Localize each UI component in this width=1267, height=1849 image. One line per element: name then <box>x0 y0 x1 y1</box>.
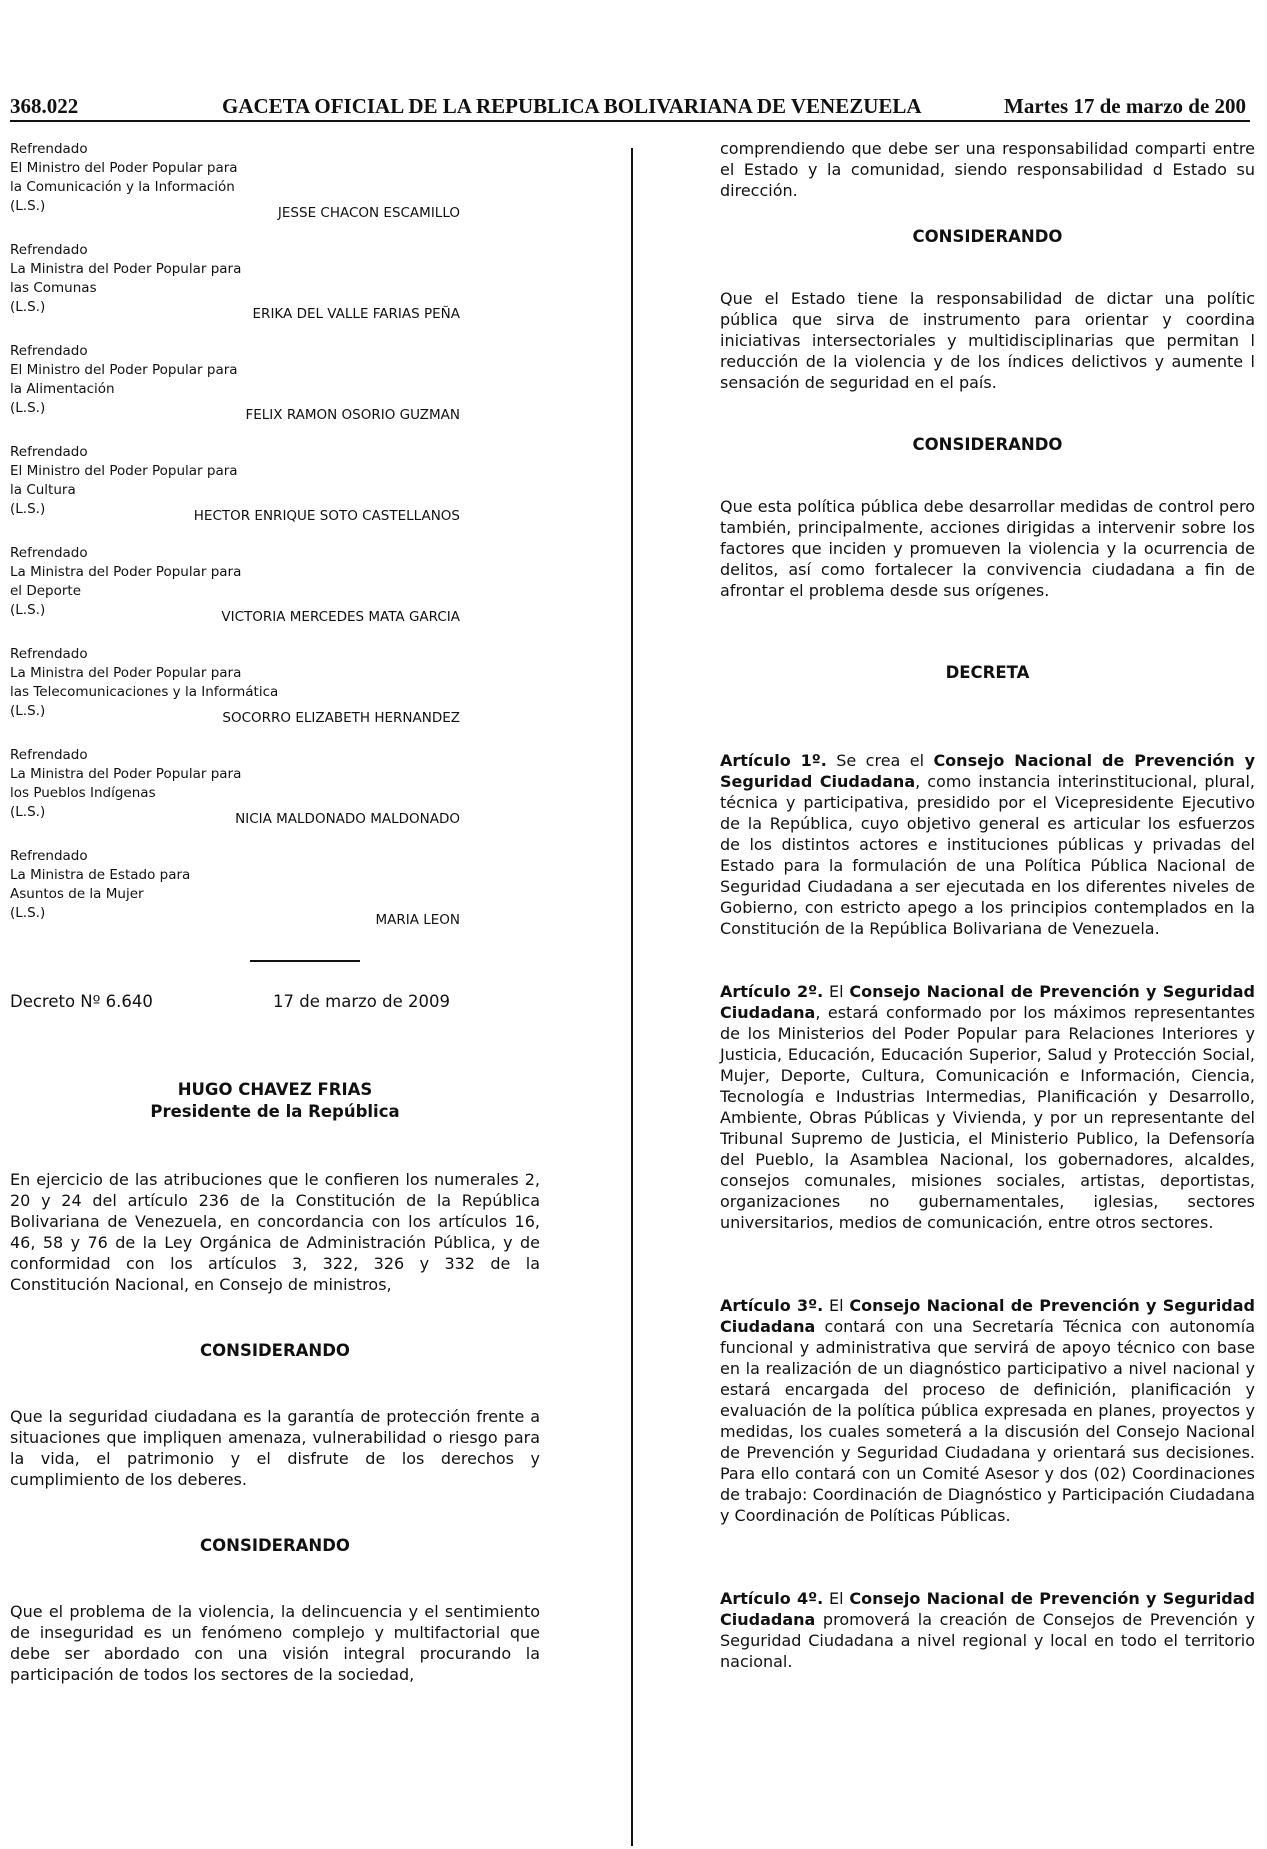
refrendado-line1: La Ministra del Poder Popular para <box>10 261 242 277</box>
article-4-text: promoverá la creación de Consejos de Prevención y Seguridad Ciudadana a nivel regional y local en todo el territorio nacional. <box>720 1610 1255 1671</box>
refrendado-label: Refrendado <box>10 848 88 864</box>
considerando-heading: CONSIDERANDO <box>200 1536 350 1555</box>
left-column <box>10 140 540 1685</box>
refrendado-line1: El Ministro del Poder Popular para <box>10 362 238 378</box>
decreto-number: Decreto Nº 6.640 <box>10 992 153 1011</box>
minister-signature-name: NICIA MALDONADO MALDONADO <box>235 811 460 827</box>
refrendado-ls: (L.S.) <box>10 703 46 719</box>
president-title: Presidente de la República <box>150 1102 400 1121</box>
refrendado-ls: (L.S.) <box>10 602 46 618</box>
refrendado-label: Refrendado <box>10 444 88 460</box>
article-2-text: El <box>823 982 850 1001</box>
refrendado-label: Refrendado <box>10 747 88 763</box>
article-1-text: Se crea el <box>826 751 934 770</box>
refrendado-line1: La Ministra del Poder Popular para <box>10 564 242 580</box>
refrendado-line2: la Comunicación y la Información <box>10 179 235 195</box>
minister-signature-name: FELIX RAMON OSORIO GUZMAN <box>245 407 460 423</box>
refrendado-ls: (L.S.) <box>10 804 46 820</box>
article-3-text: El <box>823 1296 850 1315</box>
refrendado-line1: La Ministra de Estado para <box>10 867 191 883</box>
refrendado-line2: las Telecomunicaciones y la Informática <box>10 684 279 700</box>
council-name: Consejo Nacional de Prevención y Seguridad Ciudadana <box>720 751 1255 791</box>
refrendado-line1: La Ministra del Poder Popular para <box>10 766 242 782</box>
page-number: 368.022 <box>10 94 79 118</box>
gazette-title: GACETA OFICIAL DE LA REPUBLICA BOLIVARIANA DE VENEZUELA <box>222 94 922 118</box>
decreto-line <box>10 992 540 1011</box>
refrendado-line1: La Ministra del Poder Popular para <box>10 665 242 681</box>
refrendado-block <box>10 443 540 526</box>
president-block <box>10 1079 540 1123</box>
refrendado-ls: (L.S.) <box>10 400 46 416</box>
refrendado-ls: (L.S.) <box>10 501 46 517</box>
considerando-paragraph: Que el Estado tiene la responsabilidad de dictar una polític pública que sirva de instrumento para orientar y coordina iniciativas intersectoriales y multidisciplinarias que permitan l reducción de la violencia y de los índices delictivos y aumente l sensación de seguridad en el país. <box>720 289 1255 392</box>
minister-signature-name: MARIA LEON <box>375 912 460 928</box>
considerando-heading: CONSIDERANDO <box>912 227 1063 246</box>
refrendado-line2: el Deporte <box>10 583 82 599</box>
article-3-label: Artículo 3º. <box>720 1296 824 1315</box>
refrendado-line2: las Comunas <box>10 280 97 296</box>
refrendado-label: Refrendado <box>10 646 88 662</box>
decreto-date: 17 de marzo de 2009 <box>273 992 450 1011</box>
refrendado-label: Refrendado <box>10 141 88 157</box>
refrendados-list <box>10 140 540 930</box>
article-1 <box>720 750 1255 939</box>
intro-paragraph: En ejercicio de las atribuciones que le confieren los numerales 2, 20 y 24 del artículo 236 de la Constitución de la República Bolivariana de Venezuela, en concordancia con los artículos 16, 46, 58 y 76 de la Ley Orgánica de Administración Pública, y de conformidad con los artículos 3, 322, 326 y 332 de la Constitución Nacional, en Consejo de ministros, <box>10 1170 540 1294</box>
refrendado-ls: (L.S.) <box>10 198 46 214</box>
refrendado-block <box>10 342 540 425</box>
page-header <box>10 94 1250 122</box>
article-2 <box>720 981 1255 1233</box>
article-4-label: Artículo 4º. <box>720 1589 824 1608</box>
minister-signature-name: ERIKA DEL VALLE FARIAS PEÑA <box>252 306 460 322</box>
article-1-label: Artículo 1º. <box>720 751 827 770</box>
refrendado-line2: Asuntos de la Mujer <box>10 886 144 902</box>
council-name: Consejo Nacional de Prevención y Seguridad Ciudadana <box>720 1296 1256 1336</box>
refrendado-label: Refrendado <box>10 242 88 258</box>
minister-signature-name: SOCORRO ELIZABETH HERNANDEZ <box>222 710 460 726</box>
refrendado-label: Refrendado <box>10 545 88 561</box>
president-name: HUGO CHAVEZ FRIAS <box>177 1080 373 1099</box>
refrendado-line2: la Cultura <box>10 482 76 498</box>
article-4 <box>720 1588 1255 1672</box>
separator-rule <box>250 960 360 962</box>
decreta-heading: DECRETA <box>945 663 1030 682</box>
minister-signature-name: HECTOR ENRIQUE SOTO CASTELLANOS <box>193 508 460 524</box>
refrendado-ls: (L.S.) <box>10 905 46 921</box>
council-name: Consejo Nacional de Prevención y Seguridad Ciudadana <box>720 982 1256 1022</box>
considerando-heading: CONSIDERANDO <box>200 1341 350 1360</box>
refrendado-block <box>10 645 540 728</box>
minister-signature-name: VICTORIA MERCEDES MATA GARCIA <box>221 609 460 625</box>
considerando-paragraph: Que la seguridad ciudadana es la garantía de protección frente a situaciones que impliquen amenaza, vulnerabilidad o riesgo para la vida, el patrimonio y el disfrute de los derechos y cumplimiento de los deberes. <box>10 1407 540 1489</box>
article-2-text: , estará conformado por los máximos representantes de los Ministerios del Poder Popular para Relaciones Interiores y Justicia, Educación, Educación Superior, Salud y Protección Social, Mujer, Deporte, Cultura, Comunicación e Información, Ciencia, Tecnología e Industrias Intermedias, Planificación y Desarrollo, Ambiente, Obras Públicas y Vivienda, y por un representante del Tribunal Supremo de Justicia, el Ministerio Publico, la Defensoría del Pueblo, la Asamblea Nacional, los gobernadores, alcaldes, consejos comunales, misiones sociales, artistas, deportistas, organizaciones no gubernamentales, iglesias, sectores universitarios, medios de comunicación, entre otros sectores. <box>720 1003 1255 1232</box>
refrendado-label: Refrendado <box>10 343 88 359</box>
refrendado-line2: los Pueblos Indígenas <box>10 785 156 801</box>
refrendado-block <box>10 140 540 223</box>
continuation-paragraph: comprendiendo que debe ser una responsabilidad comparti entre el Estado y la comunidad, siendo responsabilidad d Estado su dirección. <box>720 139 1255 200</box>
refrendado-block <box>10 746 540 829</box>
refrendado-ls: (L.S.) <box>10 299 46 315</box>
article-3-text: contará con una Secretaría Técnica con autonomía funcional y administrativa que servirá de apoyo técnico con base en la realización de un diagnóstico participativo a nivel nacional y estará encargada del proceso de definición, planificación y evaluación de la política pública expresada en planes, proyectos y medidas, los cuales someterá a la discusión del Consejo Nacional de Prevención y Seguridad Ciudadana y orientará sus decisiones. Para ello contará con un Comité Asesor y dos (02) Coordinaciones de trabajo: Coordinación de Diagnóstico y Participación Ciudadana y Coordinación de Políticas Públicas. <box>720 1317 1255 1525</box>
article-4-text: El <box>823 1589 850 1608</box>
article-3 <box>720 1295 1255 1526</box>
header-date: Martes 17 de marzo de 200 <box>1004 94 1247 118</box>
article-1-text: , como instancia interinstitucional, plural, técnica y participativa, presidido por el Vicepresidente Ejecutivo de la República, cuyo objetivo general es articular los esfuerzos de los distintos actores e instituciones públicas y privadas del Estado para la formulación de una Política Pública Nacional de Seguridad Ciudadana a ser ejecutada en los diferentes niveles de Gobierno, con estricto apego a los principios contemplados en la Constitución de la República Bolivariana de Venezuela. <box>720 772 1256 938</box>
refrendado-block <box>10 847 540 930</box>
refrendado-block <box>10 241 540 324</box>
refrendado-line1: El Ministro del Poder Popular para <box>10 463 238 479</box>
refrendado-block <box>10 544 540 627</box>
refrendado-line1: El Ministro del Poder Popular para <box>10 160 238 176</box>
council-name: Consejo Nacional de Prevención y Seguridad Ciudadana <box>720 1589 1256 1629</box>
minister-signature-name: JESSE CHACON ESCAMILLO <box>277 205 460 221</box>
considerando-heading: CONSIDERANDO <box>912 435 1063 454</box>
refrendado-line2: la Alimentación <box>10 381 115 397</box>
column-divider <box>631 148 633 1846</box>
right-column <box>720 140 1255 1672</box>
article-2-label: Artículo 2º. <box>720 982 824 1001</box>
considerando-paragraph: Que esta política pública debe desarrollar medidas de control pero también, principalmente, acciones dirigidas a intervenir sobre los factores que inciden y promueven la violencia y la ocurrencia de delitos, así como fortalecer la convivencia ciudadana a fin de afrontar el problema desde sus orígenes. <box>720 497 1255 600</box>
considerando-paragraph: Que el problema de la violencia, la delincuencia y el sentimiento de inseguridad es un fenómeno complejo y multifactorial que debe ser abordado con una visión integral procurando la participación de todos los sectores de la sociedad, <box>10 1602 540 1684</box>
